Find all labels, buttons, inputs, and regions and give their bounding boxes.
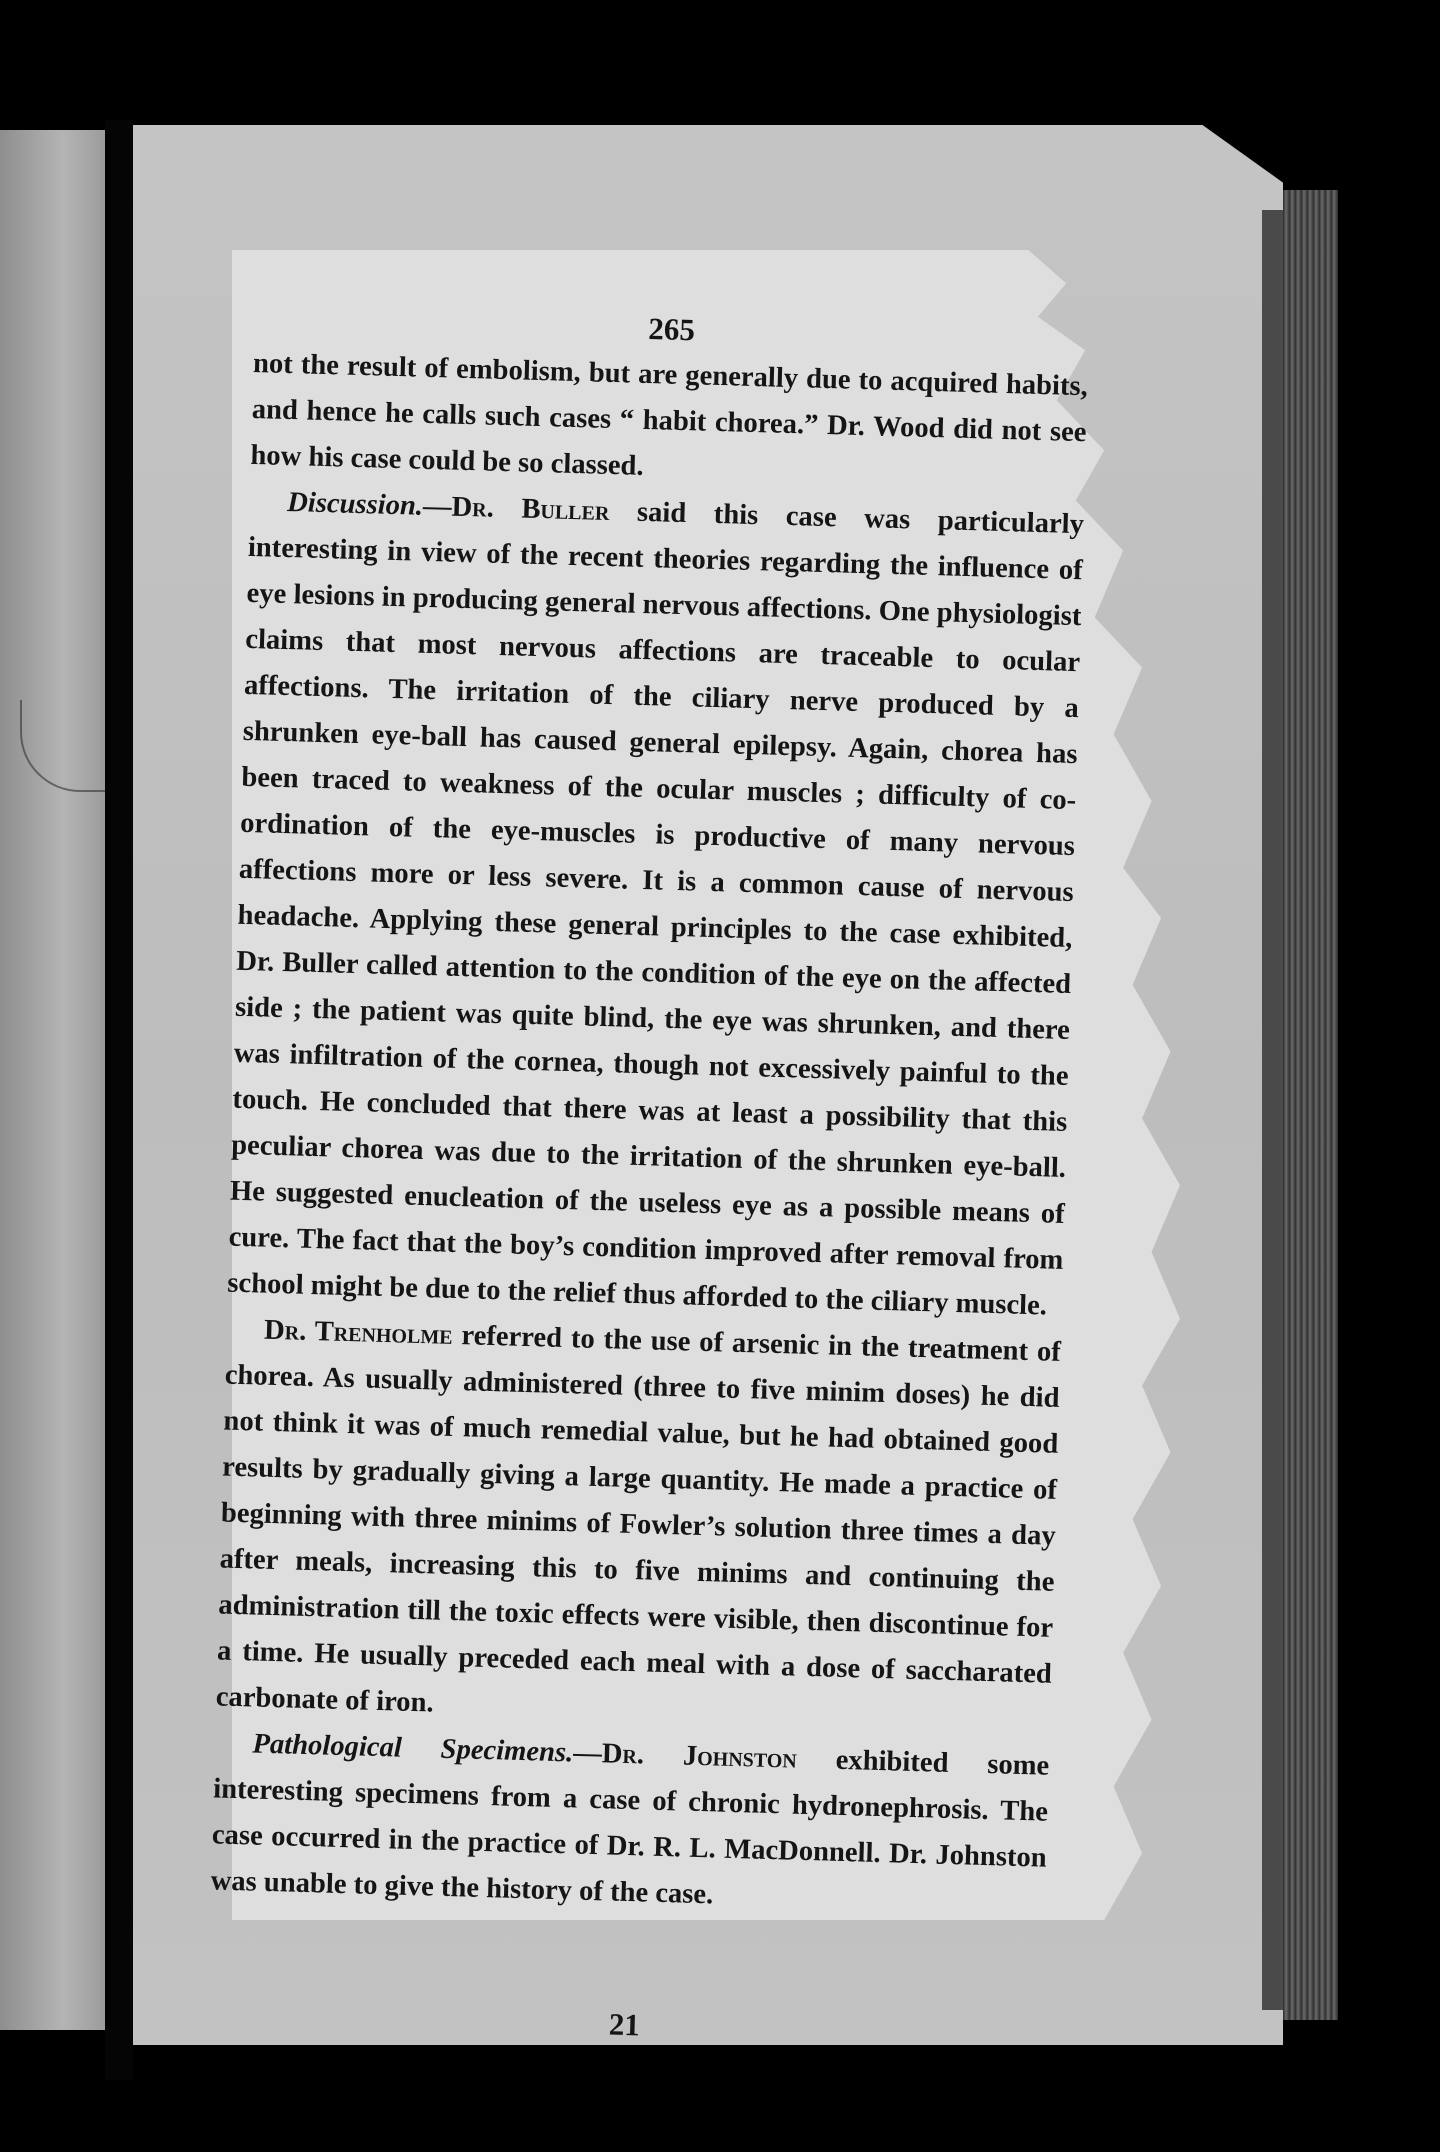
- signature-mark: 21: [608, 2006, 641, 2043]
- speaker-name: Dr. Johnston: [601, 1738, 798, 1775]
- paragraph-text: said this case was particularly interesting in view of the recent theories regarding the influence of eye lesions in producing general nervous affections. One physiologist claims that most nervous affections are traceable to ocular affections. The irritation of the ciliary nerve produced by a shrunken eye-ball has caused general epilepsy. Again, chorea has been traced to weakness of the ocular muscles ; difficulty of co-ordination of the eye-muscles is productive of many nervous affections more or less severe. It is a common cause of nervous headache. Applying these general principles to the case exhibited, Dr. Buller called attention to the condition of the eye on the affected side ; the patient was quite blind, the eye was shrunken, and there was infiltration of the cornea, though not excessively painful to the touch. He concluded that there was at least a possibility that this peculiar chorea was due to the irritation of the shrunken eye-ball. He suggested enucleation of the useless eye as a possible means of cure. The fact that the boy’s condition improved after removal from school might be due to the relief thus afforded to the ciliary muscle.: [226, 495, 1085, 1322]
- speaker-name: Dr. Buller: [451, 491, 610, 527]
- paragraph-text: exhibited some interesting specimens from a case of chronic hydronephrosis. The case occurred in the practice of Dr. R. L. MacDonnell. Dr. Johnston was unable to give the history of the case.: [210, 1743, 1050, 1911]
- section-heading: Pathological Specimens.: [252, 1728, 574, 1769]
- paragraph-text: referred to the use of arsenic in the treatment of chorea. As usually administered (three to five minim doses) he did not think it was of much remedial value, but he had obtained good results by gradually giving a large quantity. He made a practice of beginning with three minims of Fowler’s solution three times a day after meals, increasing this to five minims and continuing the administration till the toxic effects were visible, then discontinue for a time. He usually preceded each meal with a dose of saccharated carbonate of iron.: [215, 1319, 1062, 1719]
- page-edge-shadow: [1262, 210, 1284, 2010]
- paragraph-text: not the result of embolism, but are generally due to acquired habits, and hence he calls such cases “ habit chorea.” Dr. Wood did not see how his case could be so classed.: [250, 347, 1089, 482]
- page-stack-edges: [1283, 190, 1338, 2020]
- paragraph-trenholme: [215, 1307, 1061, 1744]
- section-heading: Discussion.: [286, 486, 424, 522]
- em-dash: —: [572, 1737, 603, 1770]
- em-dash: —: [422, 490, 453, 523]
- paragraph-pathological: [210, 1720, 1050, 1927]
- paragraph-discussion: [227, 479, 1085, 1330]
- paragraph-continuation: [250, 341, 1089, 502]
- text-block: [206, 295, 1089, 2060]
- binding-gutter: [105, 120, 133, 2080]
- running-page-number: 265: [647, 311, 696, 348]
- left-page-edge: [0, 130, 105, 2030]
- speaker-name: Dr. Trenholme: [263, 1314, 454, 1351]
